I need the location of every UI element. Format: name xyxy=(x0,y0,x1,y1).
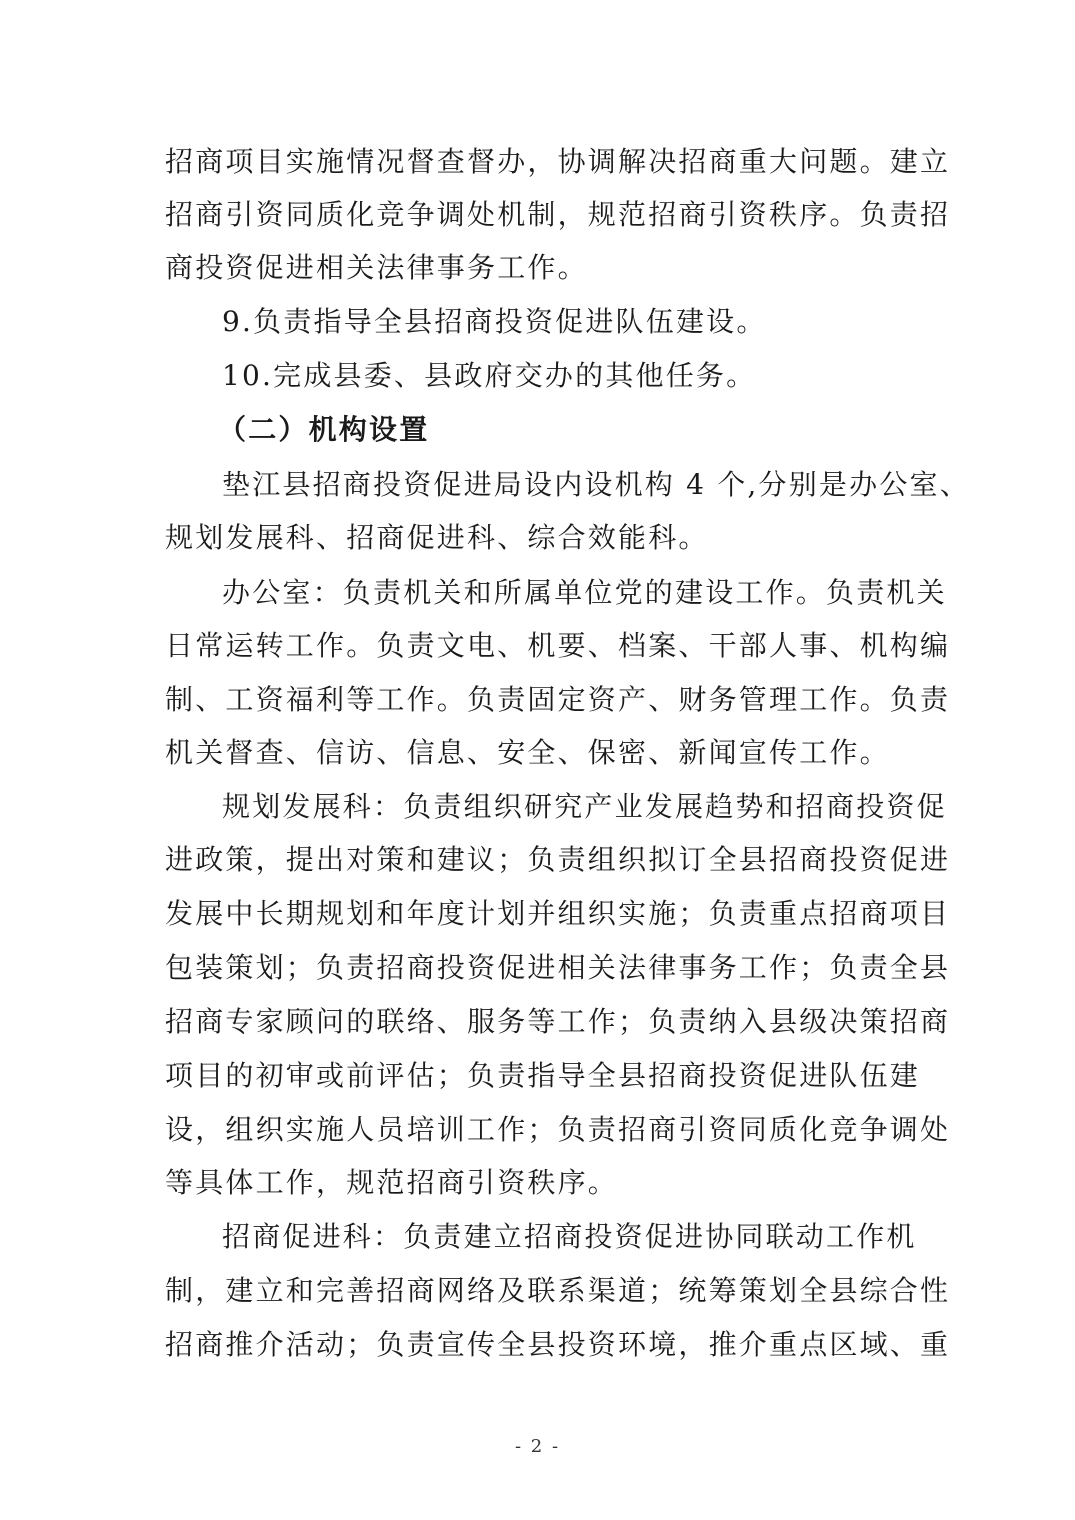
body-text-line: 制，建立和完善招商网络及联系渠道；统筹策划全县综合性 xyxy=(165,1274,951,1307)
section-heading: （二）机构设置 xyxy=(218,413,430,446)
body-text-line: 进政策，提出对策和建议；负责组织拟订全县招商投资促进 xyxy=(165,843,951,876)
body-text-line: 制、工资福利等工作。负责固定资产、财务管理工作。负责 xyxy=(165,683,951,716)
body-text-line: 招商专家顾问的联络、服务等工作；负责纳入县级决策招商 xyxy=(165,1005,951,1038)
list-item-10: 10.完成县委、县政府交办的其他任务。 xyxy=(222,359,757,392)
body-text-line: 日常运转工作。负责文电、机要、档案、干部人事、机构编 xyxy=(165,629,951,662)
body-text-line: 设，组织实施人员培训工作；负责招商引资同质化竞争调处 xyxy=(165,1113,951,1146)
body-text-line: 招商项目实施情况督查督办，协调解决招商重大问题。建立 xyxy=(165,145,951,178)
body-text-line: 招商促进科：负责建立招商投资促进协同联动工作机 xyxy=(222,1220,917,1253)
body-text-line: 规划发展科、招商促进科、综合效能科。 xyxy=(165,521,709,554)
body-text-line: 招商推介活动；负责宣传全县投资环境，推介重点区域、重 xyxy=(165,1328,951,1361)
list-item-9: 9.负责指导全县招商投资促进队伍建设。 xyxy=(222,305,767,338)
body-text-line: 商投资促进相关法律事务工作。 xyxy=(165,251,588,284)
body-text-line: 项目的初审或前评估；负责指导全县招商投资促进队伍建 xyxy=(165,1059,921,1092)
body-text-line: 招商引资同质化竞争调处机制，规范招商引资秩序。负责招 xyxy=(165,198,951,231)
body-text-line: 等具体工作，规范招商引资秩序。 xyxy=(165,1166,619,1199)
body-text-line: 规划发展科：负责组织研究产业发展趋势和招商投资促 xyxy=(222,790,947,823)
page-number: - 2 - xyxy=(514,1436,561,1457)
body-text-line: 发展中长期规划和年度计划并组织实施；负责重点招商项目 xyxy=(165,897,951,930)
body-text-line: 办公室：负责机关和所属单位党的建设工作。负责机关 xyxy=(222,576,947,609)
body-text-line: 垫江县招商投资促进局设内设机构 4 个,分别是办公室、 xyxy=(222,468,970,501)
body-text-line: 机关督查、信访、信息、安全、保密、新闻宣传工作。 xyxy=(165,736,890,769)
body-text-line: 包装策划；负责招商投资促进相关法律事务工作；负责全县 xyxy=(165,951,951,984)
